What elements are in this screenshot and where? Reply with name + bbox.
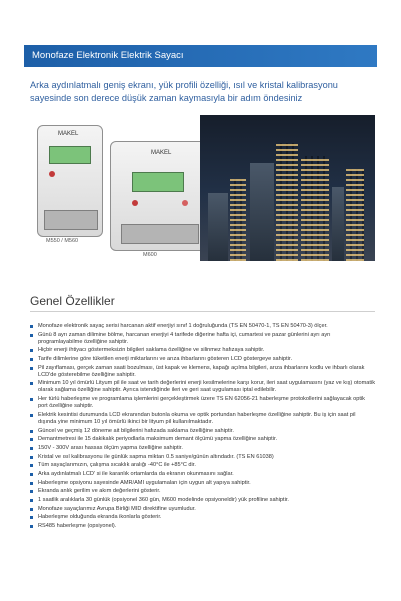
intro-text: Arka aydınlatmalı geniş ekranı, yük profili özelliği, ısıl ve kristal kalibrasyonu sayesinde son derece düşük zaman kaymasıyla bir adım öndesiniz bbox=[30, 80, 338, 103]
feature-item: Monofaze sayaçlarımız Avrupa Birliği MID direktifine uyumludur. bbox=[30, 506, 375, 513]
lit-building bbox=[276, 143, 298, 261]
meter-lcd-screen bbox=[49, 146, 91, 164]
feature-item: Arka aydınlatmalı LCD' si ile karanlık ortamlarda da ekranın okunmasını sağlar. bbox=[30, 471, 375, 478]
building bbox=[250, 163, 274, 261]
feature-item: Güncel ve geçmiş 12 döneme ait bilgilerini hafızada saklama özelliğine sahiptir. bbox=[30, 428, 375, 435]
feature-item: Monofaze elektronik sayaç serisi harcanan aktif enerjiyi sınıf 1 doğruluğunda (TS EN 50470-1, TS EN 50470-3) ölçer. bbox=[30, 323, 375, 330]
feature-item: Pil zayıflaması, gerçek zaman saati bozulması, üst kapak ve klemens, kapağı açılma bilgileri, arıza ihbarlarını kodlu ve ihbarlı olarak LCD'de gösterebilme özelliğine sahiptir. bbox=[30, 365, 375, 379]
header-bar bbox=[24, 45, 377, 67]
product-photo-area bbox=[30, 115, 375, 265]
lit-building bbox=[301, 156, 329, 261]
feature-item: Haberleşme olduğunda ekranda ikonlarla gösterir. bbox=[30, 514, 375, 521]
feature-item: Ekranda anlık gerilim ve akım değerlerini gösterir. bbox=[30, 488, 375, 495]
feature-item: Elektrik kesintisi durumunda LCD ekranından butonla okuma ve optik portundan haberleşme özelliğine sahiptir. Bu iş için saat pil dışında yine minimum 10 yıl ömürlü ikinci bir lityum pil kullanılmaktadır. bbox=[30, 412, 375, 426]
city-night-image bbox=[200, 115, 375, 261]
feature-item: RS485 haberleşme (opsiyonel). bbox=[30, 523, 375, 530]
feature-item: 150V - 300V arası hassas ölçüm yapma özelliğine sahiptir. bbox=[30, 445, 375, 452]
meter-caption-left: M550 / M560 bbox=[46, 238, 79, 244]
feature-item: Tüm sayaçlarımızın, çalışma sıcaklık aralığı -40°C ile +85°C dir. bbox=[30, 462, 375, 469]
feature-item: Demantmetresi ile 15 dakikalık periyodlarla maksimum demant ölçümü yapma özelliğine sahiptir. bbox=[30, 436, 375, 443]
feature-item: Hiçbir enerji ihtiyacı göstermeksizin bilgileri saklama özelliğine ve silinmez hafızaya sahiptir. bbox=[30, 347, 375, 354]
feature-item: Kristal ve ısıl kalibrasyonu ile günlük sapma miktarı 0.5 saniye/günün altındadır. (TS EN 61038) bbox=[30, 454, 375, 461]
feature-item: Tarife dilimlerine göre tüketilen enerji miktarlarını ve arıza ihbarlarını gösteren LCD göstergeye sahiptir. bbox=[30, 356, 375, 363]
meter-m550-m560-image bbox=[37, 125, 103, 237]
meter-brand-label: MAKEL bbox=[151, 150, 172, 156]
building bbox=[208, 193, 228, 261]
feature-item: Minimum 10 yıl ömürlü Lityum pil ile saat ve tarih değerlerini enerji kesilmelerine karşı korur, ileri saat uygulamasını (yaz ve kış) otomatik olarak sağlama özelliğine sahiptir. Ayrıca istendiğinde ileri ve geri saat uygulaması iptal edilebilir. bbox=[30, 380, 375, 394]
page-title: Monofaze Elektronik Elektrik Sayacı bbox=[32, 50, 184, 61]
meter-red-button bbox=[49, 171, 55, 177]
section-divider bbox=[30, 311, 375, 312]
feature-item: Her türlü haberleşme ve programlama işlemlerini gerçekleştirmek üzere TS EN 62056-21 haberleşme protokollerini sağlayacak optik port özelliğine sahiptir. bbox=[30, 396, 375, 410]
meter-lcd-screen bbox=[132, 172, 184, 192]
feature-item: Günü 8 ayrı zaman dilimine bölme, harcanan enerjiyi 4 tarifede diğerine hafta içi, cumartesi ve pazar günlerini ayrı ayrı programlayabilme özelliğine sahiptir. bbox=[30, 332, 375, 346]
feature-item: 1 saatlik aralıklarla 30 günlük (opsiyonel 360 gün, M600 modelinde opsiyoneldir) yük profiline sahiptir. bbox=[30, 497, 375, 504]
meter-caption-right: M600 bbox=[143, 252, 157, 258]
building bbox=[332, 187, 344, 261]
lit-building bbox=[346, 169, 364, 261]
section-title: Genel Özellikler bbox=[30, 294, 115, 308]
meter-m600-image bbox=[110, 141, 208, 251]
meter-terminal-block bbox=[44, 210, 98, 230]
meter-terminal-block bbox=[121, 224, 199, 244]
meter-red-button bbox=[182, 200, 188, 206]
meter-brand-label: MAKEL bbox=[58, 131, 79, 137]
feature-list bbox=[30, 323, 375, 532]
lit-building bbox=[230, 179, 246, 261]
meter-red-button bbox=[132, 200, 138, 206]
feature-item: Haberleşme opsiyonu sayesinde AMR/AMI uygulamaları için uygun alt yapıya sahiptir. bbox=[30, 480, 375, 487]
